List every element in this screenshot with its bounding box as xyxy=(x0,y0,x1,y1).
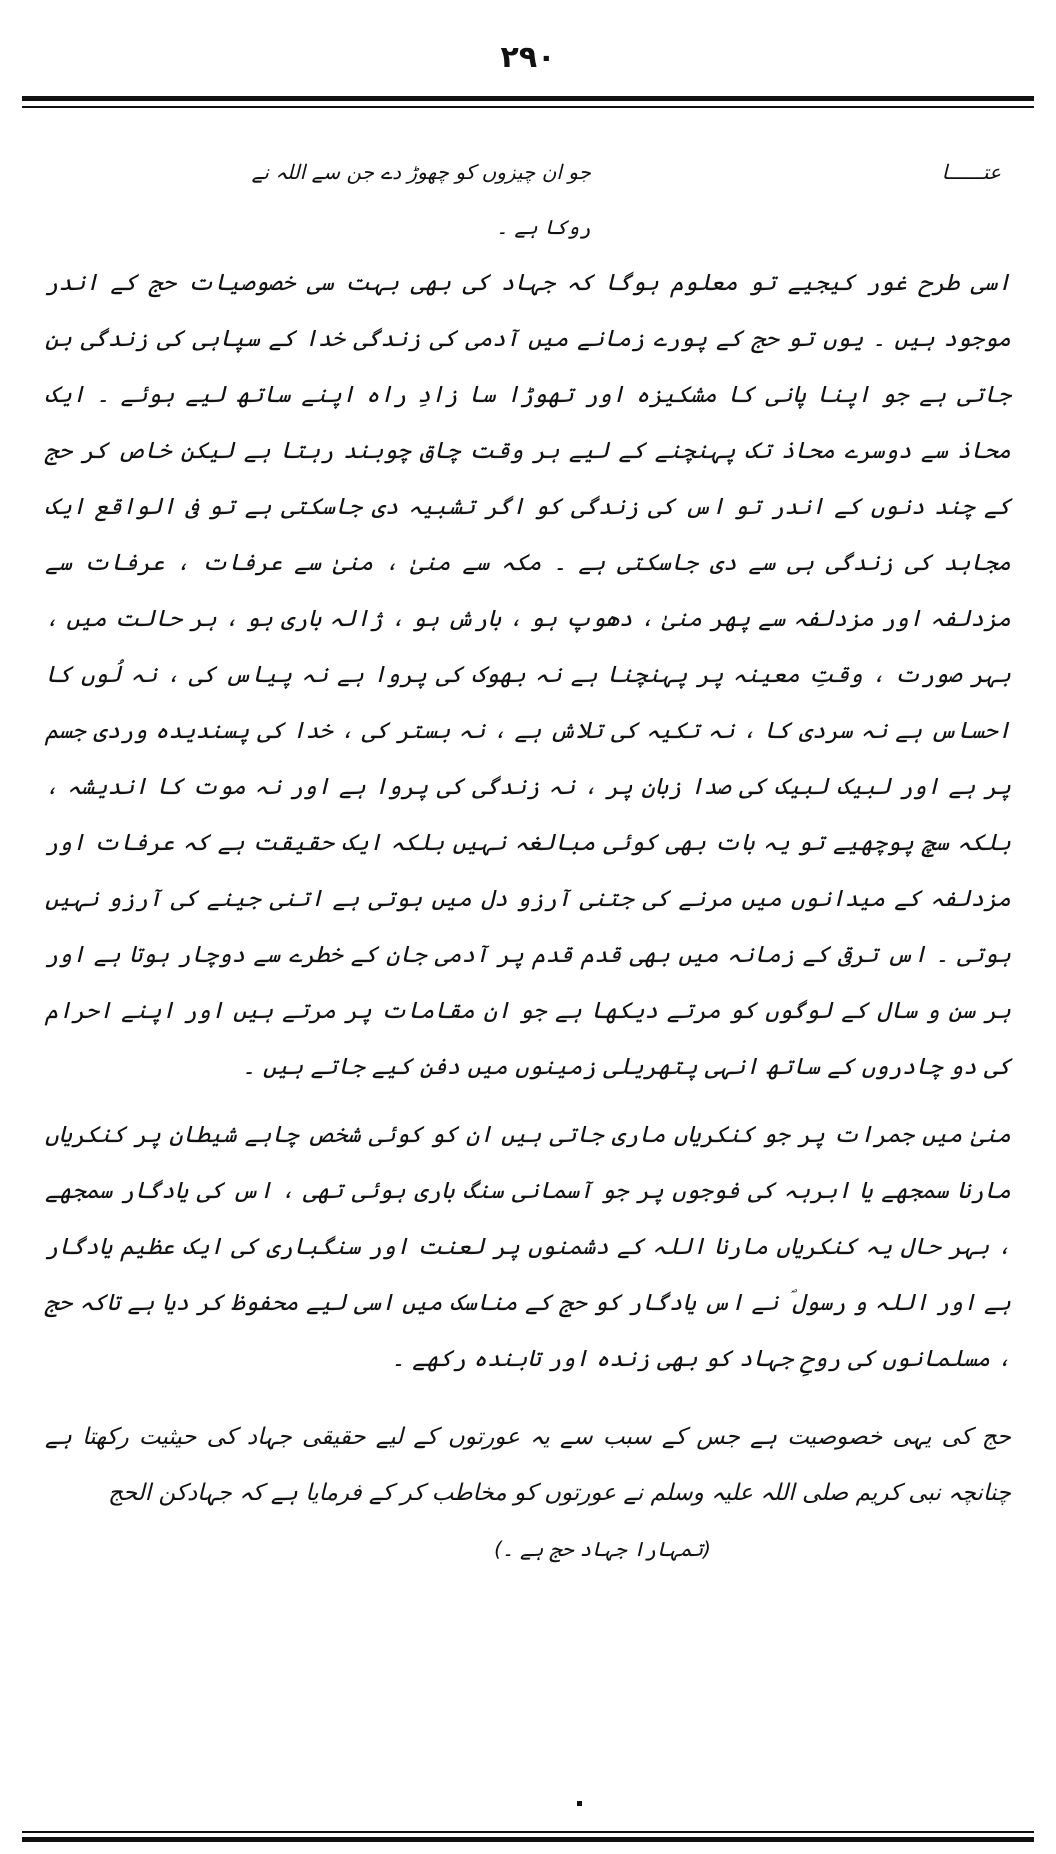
page-number: ۲۹۰ xyxy=(500,40,556,75)
paragraph-1: اسی طرح غور کیجیے تو معلوم ہوگا کہ جہاد کی بھی بہت سی خصوصیات حج کے اندر موجود ہیں ۔ یوں تو حج کے پورے زمانے میں آدمی کی زندگی خدا کے سپاہی کی زندگی بن جاتی ہے جو اپنا پانی کا مشکیزہ اور تھوڑا سا زادِ راہ اپنے ساتھ لیے ہوئے ۔ ایک محاذ سے دوسرے محاذ تک پہنچنے کے لیے ہر وقت چاق چوبند رہتا ہے لیکن خاص کر حج کے چند دنوں کے اندر تو اس کی زندگی کو اگر تشبیہ دی جاسکتی ہے تو فی الواقع ایک مجاہد کی زندگی ہی سے دی جاسکتی ہے ۔ مکہ سے منیٰ ، منیٰ سے عرفات ، عرفات سے مزدلفہ اور مزدلفہ سے پھر منیٰ ، دھوپ ہو ، بارش ہو ، ژالہ باری ہو ، ہر حالت میں ، بہر صورت ، وقتِ معینہ پر پہنچنا ہے نہ بھوک کی پروا ہے نہ پیاس کی ، نہ لُوں کا احساس ہے نہ سردی کا ، نہ تکیہ کی تلاش ہے ، نہ بستر کی ، خدا کی پسندیدہ وردی جسم پر ہے اور لبیک لبیک کی صدا زبان پر ، نہ زندگی کی پروا ہے اور نہ موت کا اندیشہ ، بلکہ سچ پوچھیے تو یہ بات بھی کوئی مبالغہ نہیں بلکہ ایک حقیقت ہے کہ عرفات اور مزدلفہ کے میدانوں میں مرنے کی جتنی آرزو دل میں ہوتی ہے اتنی جینے کی آرزو نہیں ہوتی ۔ اس ترقی کے زمانہ میں بھی قدم قدم پر آدمی جان کے خطرے سے دوچار ہوتا ہے اور ہر سن و سال کے لوگوں کو مرتے دیکھا ہے جو ان مقامات پر مرتے ہیں اور اپنے احرام کی دو چادروں کے ساتھ انہی پتھریلی زمینوں میں دفن کیے جاتے ہیں ۔ xyxy=(45,270,1011,1080)
closing-translation: (تمہارا جہاد حج ہے ۔) xyxy=(494,1537,711,1561)
stray-dot xyxy=(577,1801,582,1806)
paragraph-2: منیٰ میں جمرات پر جو کنکریاں ماری جاتی ہیں ان کو کوئی شخص چاہے شیطان پر کنکریاں مارنا سمجھے یا ابرہہ کی فوجوں پر جو آسمانی سنگ باری ہوئی تھی ، اس کی یادگار سمجھے ، بہر حال یہ کنکریاں مارنا اللہ کے دشمنوں پر لعنت اور سنگباری کی ایک عظیم یادگار ہے اور اللہ و رسول ؐ نے اس یادگار کو حج کے مناسک میں اسی لیے محفوظ کر دیا ہے تاکہ حج ، مسلمانوں کی روحِ جہاد کو بھی زندہ اور تابندہ رکھے ۔ xyxy=(45,1122,1011,1372)
paragraph-3: حج کی یہی خصوصیت ہے جس کے سبب سے یہ عورتوں کے لیے حقیقی جہاد کی حیثیت رکھتا ہے چنانچہ نبی کریم صلی اللہ علیہ وسلم نے عورتوں کو مخاطب کر کے فرمایا ہے کہ جہادکن الحج xyxy=(45,1424,1011,1506)
footer-rule-thin xyxy=(22,1831,1034,1833)
footnote-text-line2: روکا ہے ۔ xyxy=(496,215,591,239)
footnote-marker: عتــــــا xyxy=(941,160,1001,184)
header-rule-thin xyxy=(22,106,1034,108)
header-rule-thick xyxy=(22,96,1034,101)
page-body xyxy=(45,145,1011,1577)
footer-rule-thick xyxy=(22,1837,1034,1842)
footnote-text-line1: جو ان چیزوں کو چھوڑ دے جن سے اللہ نے xyxy=(251,160,591,184)
footnote xyxy=(45,145,1011,255)
